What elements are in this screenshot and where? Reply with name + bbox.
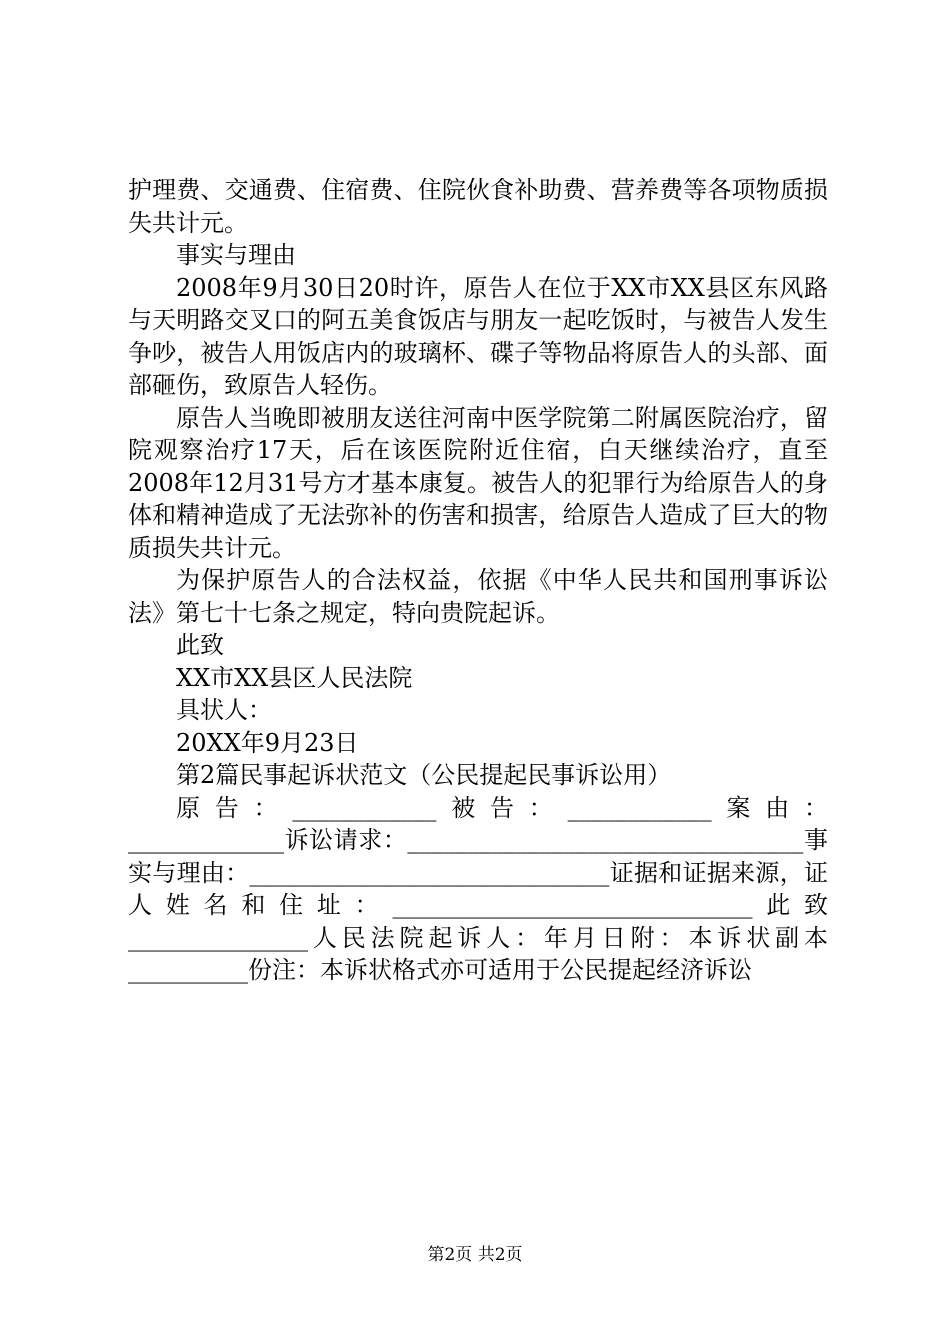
document-body [128,174,828,987]
page-footer [0,1244,950,1266]
paragraph-legal-basis: 为保护原告人的合法权益，依据《中华人民共和国刑事诉讼法》第七十七条之规定，特向贵院起诉。 [128,566,828,627]
page-indicator: 第2页 共2页 [427,1245,523,1265]
paragraph-incident: 2008年9月30日20时许，原告人在位于XX市XX县区东风路与天明路交叉口的阿五美食饭店与朋友一起吃饭时，与被告人发生争吵，被告人用饭店内的玻璃杯、碟子等物品将原告人的头部、面部砸伤，致原告人轻伤。 [128,273,828,399]
court-name: XX市XX县区人民法院 [176,663,413,692]
paragraph-complaint-template: 原告：____________被告：____________案由：_____________诉讼请求：_________________________________事实与理由：______________________________证据和证据来源，证人姓名和住址：______________________________此致_______________人民法院起诉人：年月日附：本诉状副本__________份注：本诉状格式亦可适用于公民提起经济诉讼 [128,793,828,984]
section-title-civil-complaint: 第2篇民事起诉状范文（公民提起民事诉讼用） [176,761,672,789]
paragraph-expense-list: 护理费、交通费、住宿费、住院伙食补助费、营养费等各项物质损失共计元。 [128,176,828,237]
section-heading-facts-reasons: 事实与理由 [176,241,296,269]
signing-date: 20XX年9月23日 [176,728,359,757]
salutation: 此致 [176,631,224,659]
signer-label: 具状人： [176,696,272,724]
paragraph-treatment: 原告人当晚即被朋友送往河南中医学院第二附属医院治疗，留院观察治疗17天，后在该医院附近住宿，白天继续治疗，直至2008年12月31号方才基本康复。被告人的犯罪行为给原告人的身体和精神造成了无法弥补的伤害和损害，给原告人造成了巨大的物质损失共计元。 [128,403,828,562]
